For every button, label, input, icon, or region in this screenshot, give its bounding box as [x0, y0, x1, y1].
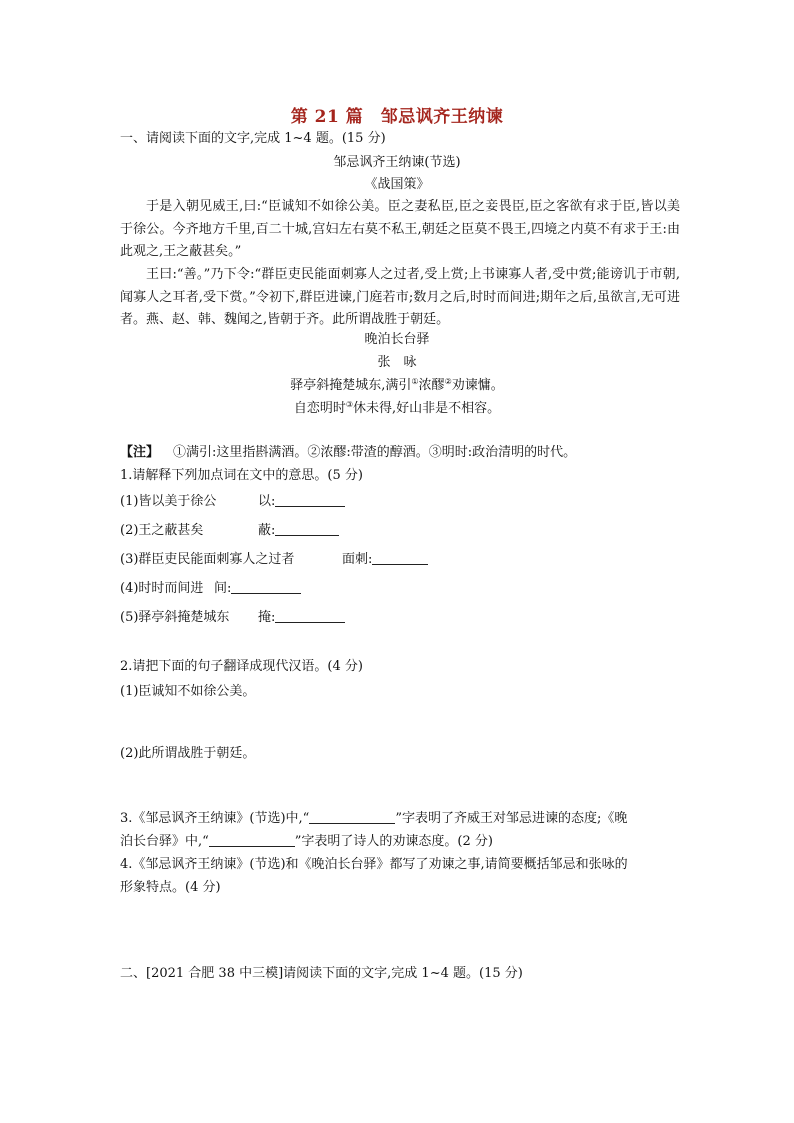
- q1-item-2-sentence: (2)王之蔽甚矣: [120, 523, 204, 538]
- q1-item-1-answer-blank[interactable]: [275, 494, 345, 507]
- poem-line-1: [0, 377, 794, 395]
- passage-source: 《战国策》: [364, 177, 430, 192]
- q3-text-part-4: ”字表明了诗人的劝谏态度。(2 分): [294, 834, 493, 849]
- q3-text-part-1: 3.《邹忌讽齐王纳谏》(节选)中,“: [120, 811, 310, 826]
- question-1-stem: 1.请解释下列加点词在文中的意思。(5 分): [120, 468, 363, 483]
- q1-item-2-answer-blank[interactable]: [275, 523, 339, 536]
- notes-label: 【注】: [120, 445, 160, 460]
- q3-answer-blank-1[interactable]: [309, 811, 395, 824]
- q1-item-1-sentence: (1)皆以美于徐公: [120, 494, 217, 509]
- section2-heading: 二、[2021 合肥 38 中三模]请阅读下面的文字,完成 1~4 题。(15 分): [120, 966, 523, 981]
- q1-item-3-answer-blank[interactable]: [372, 552, 428, 565]
- q1-item-5-answer-blank[interactable]: [275, 610, 345, 623]
- footnote-marker-2: ②: [444, 377, 452, 386]
- q1-item-3-word: 面刺:: [342, 552, 373, 567]
- question-1-item-4: [120, 580, 301, 598]
- passage-title: 邹忌讽齐王纳谏(节选): [333, 155, 461, 170]
- question-2-sentence-2: (2)此所谓战胜于朝廷。: [120, 746, 256, 761]
- poem-line-2-part-a: 自恋明时: [293, 401, 346, 416]
- question-2-stem: 2.请把下面的句子翻译成现代汉语。(4 分): [120, 659, 363, 674]
- poem-line-1-part-c: 劝谏慵。: [451, 378, 504, 393]
- passage-paragraph-2: 王曰:“善。”乃下令:“群臣吏民能面刺寡人之过者,受上赏;上书谏寡人者,受中赏;能谤讥于市朝,闻寡人之耳者,受下赏。”令初下,群臣进谏,门庭若市;数月之后,时时而间进;期年之后,虽欲言,无可进者。燕、赵、韩、魏闻之,皆朝于齐。此所谓战胜于朝廷。: [120, 267, 680, 327]
- q1-item-2-word: 蔽:: [258, 523, 276, 538]
- passage-paragraph-1: 于是入朝见威王,曰:“臣诚知不如徐公美。臣之妻私臣,臣之妾畏臣,臣之客欲有求于臣,皆以美于徐公。今齐地方千里,百二十城,宫妇左右莫不私王,朝廷之臣莫不畏王,四境之内莫不有求于王:由此观之,王之蔽甚矣。”: [120, 199, 680, 259]
- q3-text-part-3: 泊长台驿》中,“: [120, 834, 209, 849]
- poem-author: 张 咏: [377, 355, 417, 370]
- q1-item-4-answer-blank[interactable]: [231, 581, 301, 594]
- poem-title: 晚泊长台驿: [364, 332, 430, 347]
- q1-item-4-sentence: (4)时时而间进: [120, 581, 204, 596]
- question-3-line-2: [120, 833, 493, 851]
- page-title: 第 21 篇 邹忌讽齐王纳谏: [290, 107, 504, 127]
- question-2-sentence-1: (1)臣诚知不如徐公美。: [120, 684, 256, 699]
- question-1-item-5: [120, 609, 345, 627]
- q3-answer-blank-2[interactable]: [209, 834, 295, 847]
- notes: [120, 444, 576, 462]
- question-1-item-1: [120, 493, 345, 511]
- q1-item-5-sentence: (5)驿亭斜掩楚城东: [120, 610, 230, 625]
- question-4-line-1: 4.《邹忌讽齐王纳谏》(节选)和《晚泊长台驿》都写了劝谏之事,请简要概括邹忌和张咏的: [120, 857, 628, 872]
- poem-line-2: [0, 400, 794, 418]
- question-3-line-1: [120, 810, 627, 828]
- q3-text-part-2: ”字表明了齐威王对邹忌进谏的态度;《晚: [395, 811, 628, 826]
- question-4-line-2: 形象特点。(4 分): [120, 880, 221, 895]
- q1-item-3-sentence: (3)群臣吏民能面刺寡人之过者: [120, 552, 295, 567]
- q1-item-5-word: 掩:: [258, 610, 276, 625]
- question-1-item-3: [120, 551, 428, 569]
- section1-heading: 一、请阅读下面的文字,完成 1~4 题。(15 分): [120, 131, 386, 146]
- q1-item-4-word: 间:: [214, 581, 232, 596]
- footnote-marker-1: ①: [411, 377, 419, 386]
- footnote-marker-3: ③: [345, 400, 354, 409]
- poem-line-1-part-a: 驿亭斜掩楚城东,满引: [290, 378, 412, 393]
- notes-text: ①满引:这里指斟满酒。②浓醪:带渣的醇酒。③明时:政治清明的时代。: [173, 445, 577, 460]
- poem-line-1-part-b: 浓醪: [418, 378, 445, 393]
- question-1-item-2: [120, 522, 339, 540]
- q1-item-1-word: 以:: [258, 494, 276, 509]
- poem-line-2-part-b: 休未得,好山非是不相容。: [353, 401, 501, 416]
